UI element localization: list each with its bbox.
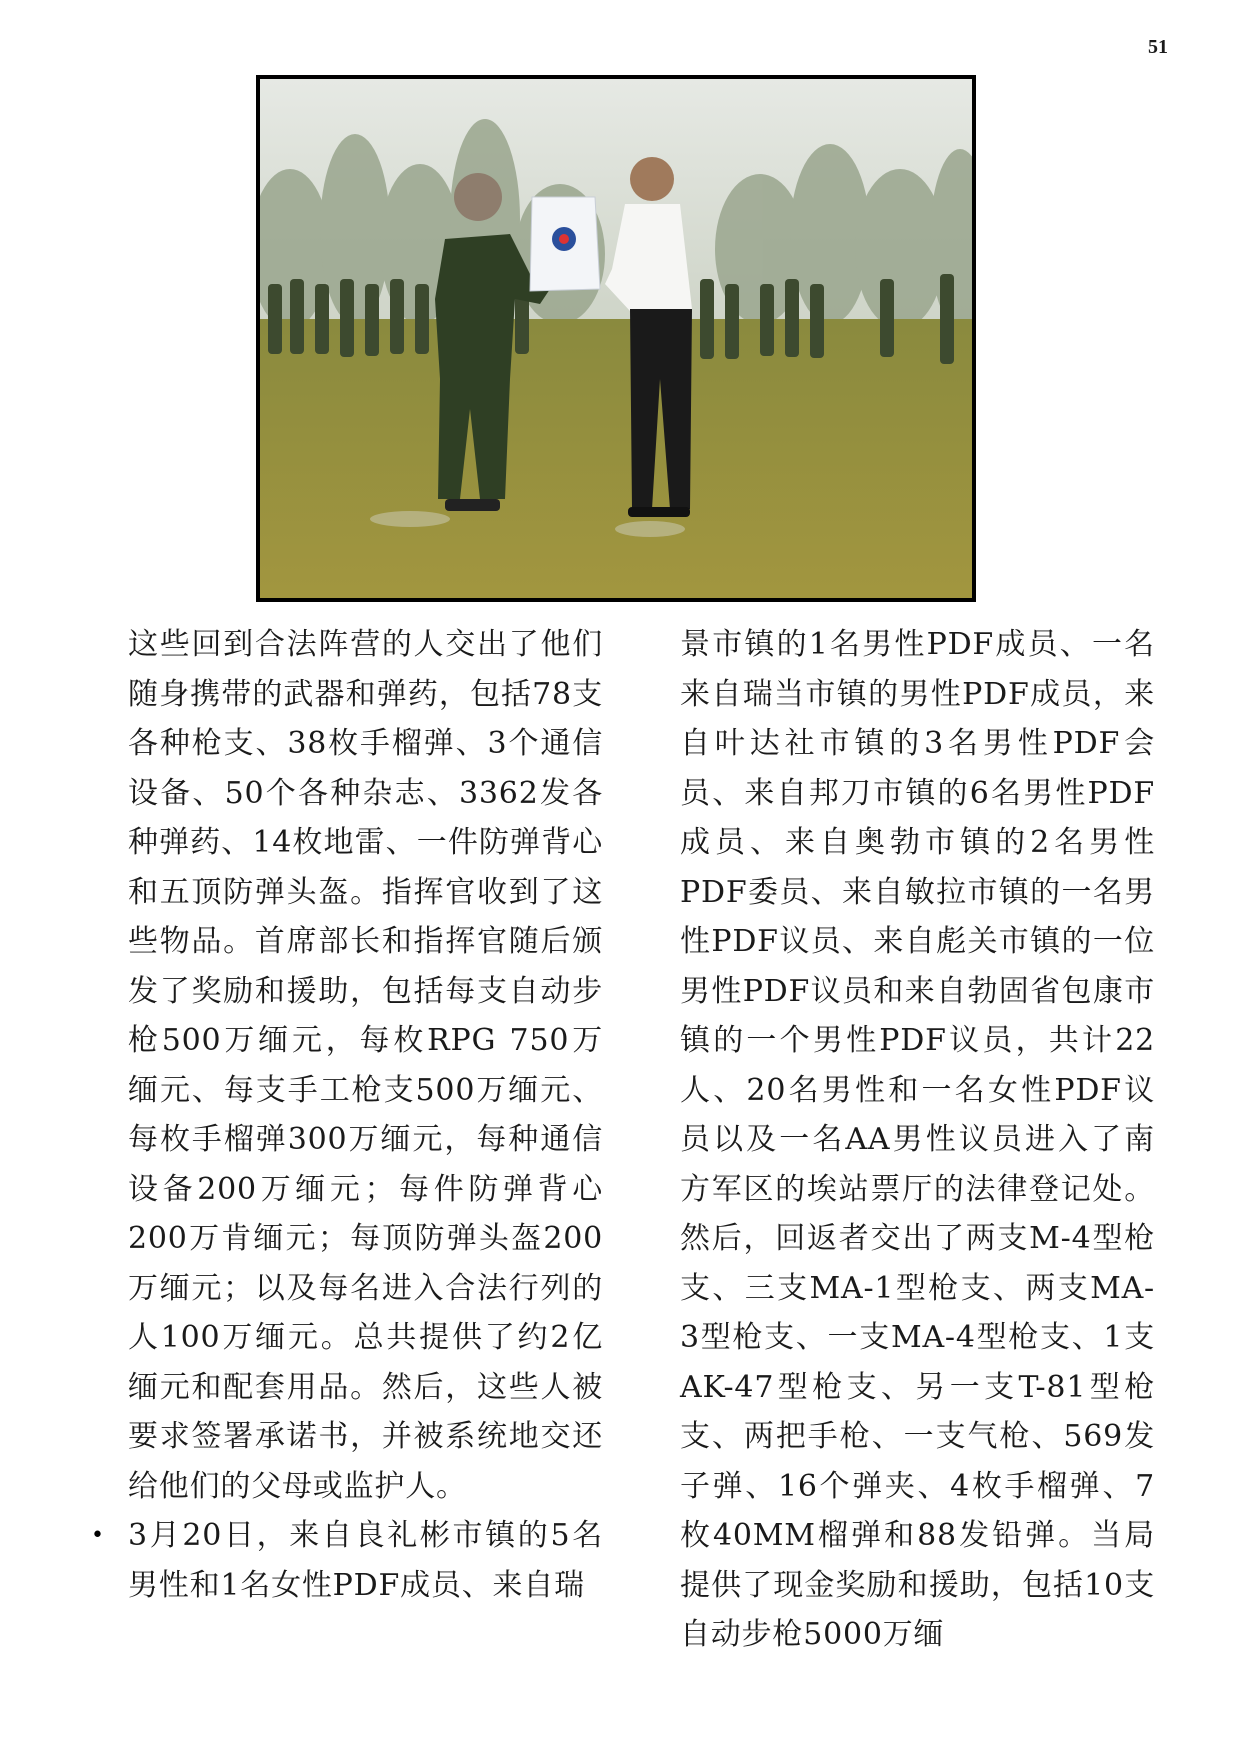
page-number: 51	[1148, 36, 1168, 58]
left-paragraph: 这些回到合法阵营的人交出了他们随身携带的武器和弹药，包括78支各种枪支、38枚手榴弹、3个通信设备、50个各种杂志、3362发各种弹药、14枚地雷、一件防弹背心和五顶防弹头盔。指挥官收到了这些物品。首席部长和指挥官随后颁发了奖励和援助，包括每支自动步枪500万缅元，每枚RPG 750万缅元、每支手工枪支500万缅元、每枚手榴弹300万缅元，每种通信设备200万缅元；每件防弹背心200万肯缅元；每顶防弹头盔200万缅元；以及每名进入合法行列的人100万缅元。总共提供了约2亿缅元和配套用品。然后，这些人被要求签署承诺书，并被系统地交还给他们的父母或监护人。	[128, 627, 603, 1504]
right-paragraph: 景市镇的1名男性PDF成员、一名来自瑞当市镇的男性PDF成员，来自叶达社市镇的3名男性PDF会员、来自邦刀市镇的6名男性PDF成员、来自奥勃市镇的2名男性PDF委员、来自敏拉市镇的一名男性PDF议员、来自彪关市镇的一位男性PDF议员和来自勃固省包康市镇的一个男性PDF议员，共计22人、20名男性和一名女性PDF议员以及一名AA男性议员进入了南方军区的埃站票厅的法律登记处。然后，回返者交出了两支M-4型枪支、三支MA-1型枪支、两支MA-3型枪支、一支MA-4型枪支、1支AK-47型枪支、另一支T-81型枪支、两把手枪、一支气枪、569发子弹、16个弹夹、4枚手榴弹、7枚40MM榴弹和88发铅弹。当局提供了现金奖励和援助，包括10支自动步枪5000万缅	[680, 627, 1155, 1652]
left-column	[91, 620, 603, 1610]
bullet-icon: •	[91, 1523, 105, 1548]
bullet-text: 3月20日，来自良礼彬市镇的5名男性和1名女性PDF成员、来自瑞	[128, 1518, 603, 1603]
bullet-item	[91, 1511, 603, 1610]
ceremony-photo	[256, 75, 976, 602]
photo-ceremony-icon	[260, 79, 972, 598]
right-column	[680, 620, 1155, 1660]
